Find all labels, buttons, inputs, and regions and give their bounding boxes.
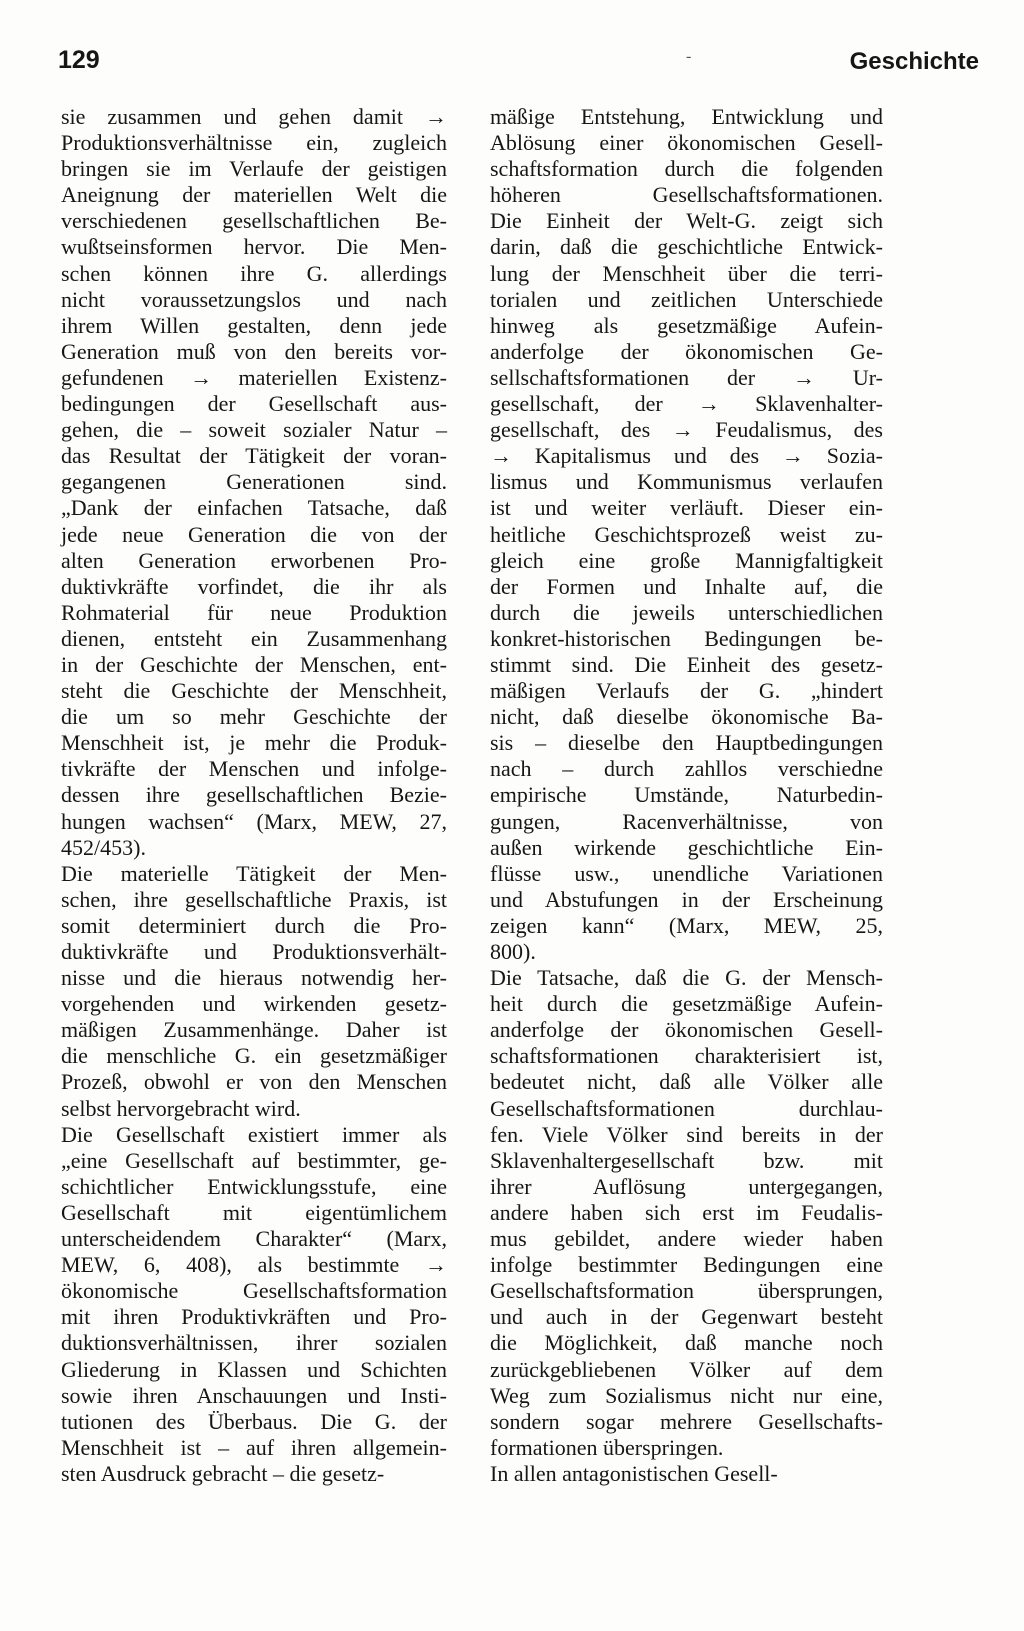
text-line: und Abstufungen in der Erscheinung (490, 886, 883, 912)
text-line: fen. Viele Völker sind bereits in der (490, 1121, 883, 1147)
text-line: die um so mehr Geschichte der (61, 704, 447, 730)
text-line: Rohmaterial für neue Produktion (61, 599, 447, 625)
page-number: 129 (58, 46, 100, 74)
text-line: ökonomische Gesellschaftsformation (61, 1278, 447, 1304)
text-line: nach – durch zahllos verschiedne (490, 756, 883, 782)
text-line: schaftsformation durch die folgenden (490, 156, 883, 182)
text-line: duktivkräfte und Produktionsverhält- (61, 939, 447, 964)
text-line: somit determiniert durch die Pro- (61, 912, 447, 938)
text-line: mäßige Entstehung, Entwicklung und (490, 104, 883, 129)
text-line: gungen, Racenverhältnisse, von (490, 808, 883, 834)
text-line: Generation muß von den bereits vor- (61, 338, 447, 364)
text-line: alten Generation erworbenen Pro- (61, 547, 447, 573)
text-line: ihrem Willen gestalten, denn jede (61, 312, 447, 338)
text-line: In allen antagonistischen Gesell- (490, 1460, 778, 1486)
text-line: jede neue Generation die von der (61, 521, 447, 547)
text-line: bedingungen der Gesellschaft aus- (61, 391, 447, 417)
text-line: lismus und Kommunismus verlaufen (490, 469, 883, 495)
text-line: Weg zum Sozialismus nicht nur eine, (490, 1382, 883, 1408)
text-line: ist und weiter verläuft. Dieser ein- (490, 495, 883, 521)
text-line: 452/453). (61, 834, 146, 860)
text-line: verschiedenen gesellschaftlichen Be- (61, 208, 447, 234)
text-line: bedeutet nicht, daß alle Völker alle (490, 1069, 883, 1095)
text-line: der Formen und Inhalte auf, die (490, 573, 883, 599)
text-line: schichtlicher Entwicklungsstufe, eine (61, 1173, 447, 1199)
text-line: Die materielle Tätigkeit der Men- (61, 860, 447, 886)
text-line: Produktionsverhältnisse ein, zugleich (61, 130, 447, 156)
text-line: gleich eine große Mannigfaltigkeit (490, 547, 883, 573)
text-line: vorgehenden und wirkenden gesetz- (61, 991, 447, 1017)
text-line: tutionen des Überbaus. Die G. der (61, 1408, 447, 1434)
right-text-column (490, 104, 883, 1487)
text-line: mit ihren Produktivkräften und Pro- (61, 1304, 447, 1330)
text-line: schaftsformationen charakterisiert ist, (490, 1043, 883, 1069)
text-line: durch die jeweils unterschiedlichen (490, 599, 883, 625)
text-line: Gesellschaftsformation übersprungen, (490, 1278, 883, 1304)
text-line: tivkräfte der Menschen und infolge- (61, 756, 447, 782)
text-line: anderfolge der ökonomischen Ge- (490, 338, 883, 364)
text-line: heitliche Geschichtsprozeß weist zu- (490, 521, 883, 547)
text-line: wußtseinsformen hervor. Die Men- (61, 234, 447, 260)
text-line: selbst hervorgebracht wird. (61, 1095, 301, 1121)
text-line: die menschliche G. ein gesetzmäßiger (61, 1043, 447, 1069)
text-line: dienen, entsteht ein Zusammenhang (61, 625, 447, 651)
text-line: sellschaftsformationen der → Ur- (490, 364, 883, 390)
text-line: MEW, 6, 408), als bestimmte → (61, 1252, 447, 1278)
left-text-column (61, 104, 447, 1487)
text-line: das Resultat der Tätigkeit der voran- (61, 443, 447, 469)
text-line: unterscheidendem Charakter“ (Marx, (61, 1226, 447, 1252)
text-line: bringen sie im Verlaufe der geistigen (61, 156, 447, 182)
text-line: Prozeß, obwohl er von den Menschen (61, 1069, 447, 1095)
text-line: dessen ihre gesellschaftlichen Bezie- (61, 782, 447, 808)
text-line: formationen überspringen. (490, 1434, 724, 1460)
text-line: mäßigen Zusammenhänge. Daher ist (61, 1017, 447, 1043)
text-line: gesellschaft, des → Feudalismus, des (490, 417, 883, 443)
text-line: „eine Gesellschaft auf bestimmter, ge- (61, 1147, 447, 1173)
text-line: nicht voraussetzungslos und nach (61, 286, 447, 312)
text-line: sondern sogar mehrere Gesellschafts- (490, 1408, 883, 1434)
text-line: hinweg als gesetzmäßige Aufein- (490, 312, 883, 338)
text-line: sten Ausdruck gebracht – die gesetz- (61, 1460, 385, 1486)
text-line: gehen, die – soweit sozialer Natur – (61, 417, 447, 443)
text-line: 800). (490, 939, 536, 964)
text-line: torialen und zeitlichen Unterschiede (490, 286, 883, 312)
text-line: steht die Geschichte der Menschheit, (61, 678, 447, 704)
text-line: außen wirkende geschichtliche Ein- (490, 834, 883, 860)
text-line: duktionsverhältnissen, ihrer sozialen (61, 1330, 447, 1356)
text-line: infolge bestimmter Bedingungen eine (490, 1252, 883, 1278)
page-header (58, 40, 979, 80)
text-line: Aneignung der materiellen Welt die (61, 182, 447, 208)
text-line: andere haben sich erst im Feudalis- (490, 1199, 883, 1225)
text-line: → Kapitalismus und des → Sozia- (490, 443, 883, 469)
text-line: Gliederung in Klassen und Schichten (61, 1356, 447, 1382)
print-mark: - (686, 48, 692, 65)
text-line: duktivkräfte vorfindet, die ihr als (61, 573, 447, 599)
text-line: flüsse usw., unendliche Variationen (490, 860, 883, 886)
text-line: gegangenen Generationen sind. (61, 469, 447, 495)
text-line: und auch in der Gegenwart besteht (490, 1304, 883, 1330)
text-line: Die Einheit der Welt-G. zeigt sich (490, 208, 883, 234)
text-line: gesellschaft, der → Sklavenhalter- (490, 391, 883, 417)
text-line: sowie ihren Anschauungen und Insti- (61, 1382, 447, 1408)
text-line: höheren Gesellschaftsformationen. (490, 182, 883, 208)
text-line: nisse und die hieraus notwendig her- (61, 965, 447, 991)
text-line: empirische Umstände, Naturbedin- (490, 782, 883, 808)
text-line: in der Geschichte der Menschen, ent- (61, 651, 447, 677)
text-line: mus gebildet, andere wieder haben (490, 1226, 883, 1252)
text-line: Die Gesellschaft existiert immer als (61, 1121, 447, 1147)
text-line: Sklavenhaltergesellschaft bzw. mit (490, 1147, 883, 1173)
text-line: heit durch die gesetzmäßige Aufein- (490, 991, 883, 1017)
text-line: hungen wachsen“ (Marx, MEW, 27, (61, 808, 447, 834)
text-line: nicht, daß dieselbe ökonomische Ba- (490, 704, 883, 730)
text-line: sie zusammen und gehen damit → (61, 104, 447, 129)
text-line: zurückgebliebenen Völker auf dem (490, 1356, 883, 1382)
text-line: Die Tatsache, daß die G. der Mensch- (490, 965, 883, 991)
text-line: lung der Menschheit über die terri- (490, 260, 883, 286)
text-line: schen, ihre gesellschaftliche Praxis, ist (61, 886, 447, 912)
text-line: Menschheit ist, je mehr die Produk- (61, 730, 447, 756)
text-line: Ablösung einer ökonomischen Gesell- (490, 130, 883, 156)
text-line: ihrer Auflösung untergegangen, (490, 1173, 883, 1199)
text-line: sis – dieselbe den Hauptbedingungen (490, 730, 883, 756)
running-head: Geschichte (849, 48, 979, 75)
text-line: „Dank der einfachen Tatsache, daß (61, 495, 447, 521)
text-line: darin, daß die geschichtliche Entwick- (490, 234, 883, 260)
text-line: konkret-historischen Bedingungen be- (490, 625, 883, 651)
text-line: die Möglichkeit, daß manche noch (490, 1330, 883, 1356)
text-line: gefundenen → materiellen Existenz- (61, 364, 447, 390)
text-line: anderfolge der ökonomischen Gesell- (490, 1017, 883, 1043)
text-line: Gesellschaftsformationen durchlau- (490, 1095, 883, 1121)
text-line: stimmt sind. Die Einheit des gesetz- (490, 651, 883, 677)
text-line: Gesellschaft mit eigentümlichem (61, 1199, 447, 1225)
text-line: zeigen kann“ (Marx, MEW, 25, (490, 912, 883, 938)
text-line: schen können ihre G. allerdings (61, 260, 447, 286)
text-line: mäßigen Verlaufs der G. „hindert (490, 678, 883, 704)
text-line: Menschheit ist – auf ihren allgemein- (61, 1434, 447, 1460)
